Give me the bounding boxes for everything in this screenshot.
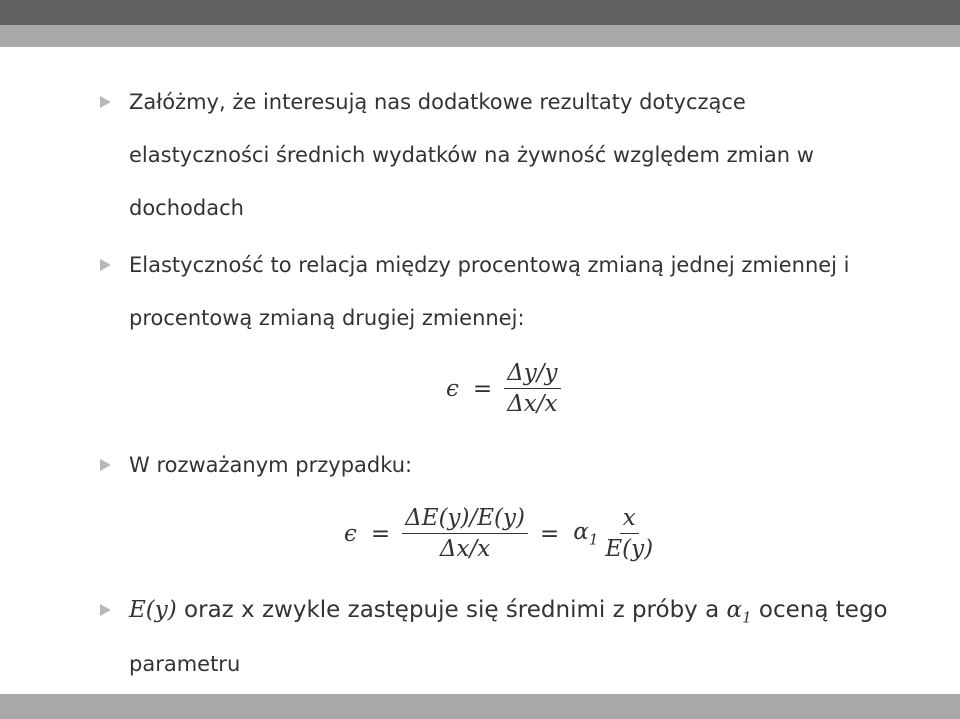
header-bar-light xyxy=(0,25,960,47)
bullet-2-line-2: procentową zmianą drugiej zmiennej: xyxy=(129,306,525,330)
fraction xyxy=(402,505,528,562)
bullet-arrow-icon xyxy=(100,604,111,616)
denominator: Δx/x xyxy=(507,391,558,417)
bullet-3-line-1: W rozważanym przypadku: xyxy=(129,453,413,477)
bullet-arrow-icon xyxy=(100,259,111,271)
elasticity-expected-formula xyxy=(338,505,660,562)
alpha-symbol: $\alpha_1$ xyxy=(726,597,752,627)
denominator: E(y) xyxy=(605,536,654,562)
elasticity-formula xyxy=(440,360,565,417)
fraction xyxy=(602,505,656,562)
header-bar-dark xyxy=(0,0,960,25)
bullet-4-line-2: parametru xyxy=(129,652,241,676)
denominator: Δx/x xyxy=(439,536,491,562)
bullet-4-text-b: oceną tego xyxy=(751,597,888,623)
fraction xyxy=(504,360,560,417)
bullet-arrow-icon xyxy=(100,459,111,471)
epsilon-symbol: ϵ xyxy=(344,520,357,547)
bullet-arrow-icon xyxy=(100,96,111,108)
numerator: x xyxy=(620,505,639,534)
bullet-4-text-a: oraz x zwykle zastępuje się średnimi z próby a xyxy=(176,597,727,623)
numerator: ΔE(y)/E(y) xyxy=(402,505,528,534)
alpha-symbol: $\alpha_1$ xyxy=(573,518,599,549)
epsilon-symbol: ϵ xyxy=(446,375,459,402)
equals-sign: = xyxy=(370,520,391,547)
bullet-1-line-3: dochodach xyxy=(129,196,244,220)
numerator: Δy/y xyxy=(504,360,560,389)
bullet-2-line-1: Elastyczność to relacja między procentową zmianą jednej zmiennej i xyxy=(129,253,850,277)
bullet-4-line-1 xyxy=(129,597,888,631)
equals-sign: = xyxy=(472,375,493,402)
bullet-1-line-2: elastyczności średnich wydatków na żywność względem zmian w xyxy=(129,143,814,167)
expected-value-term: E(y) xyxy=(129,597,177,623)
bullet-1-line-1: Załóżmy, że interesują nas dodatkowe rezultaty dotyczące xyxy=(129,90,746,114)
footer-bar xyxy=(0,694,960,719)
equals-sign: = xyxy=(540,520,560,547)
